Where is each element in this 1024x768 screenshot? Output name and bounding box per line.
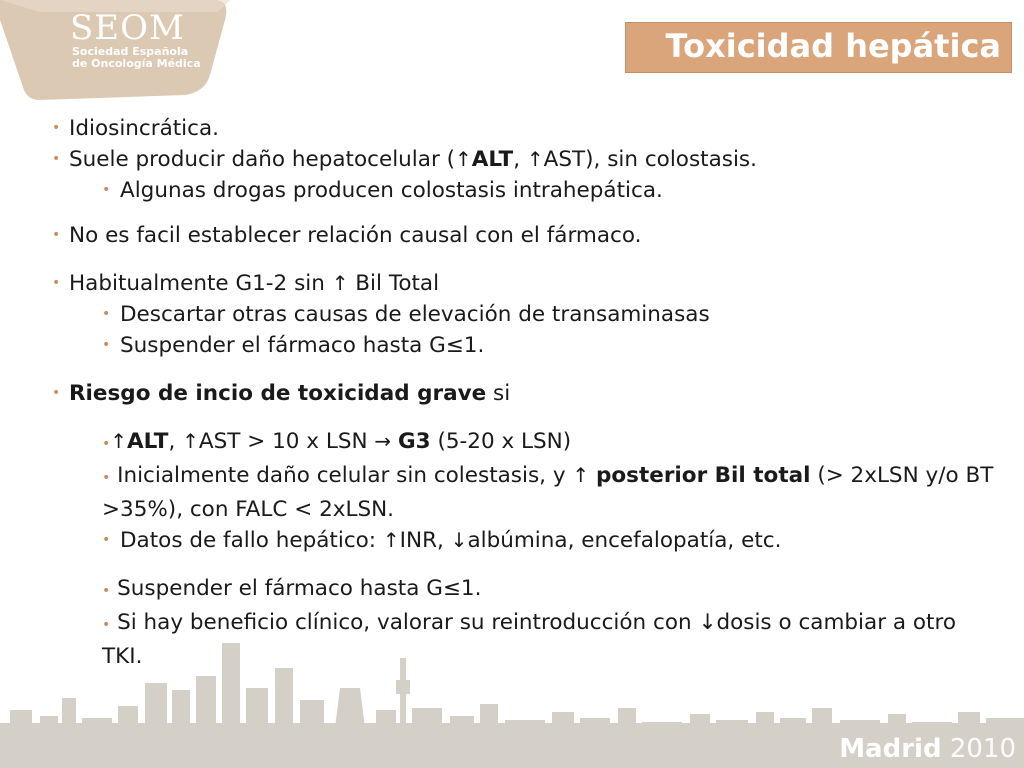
alt-label: ALT <box>127 429 169 454</box>
madrid-2010-brand <box>839 734 1016 764</box>
sub-bullet-suspender <box>48 330 1008 361</box>
up-arrow-icon: ↑ <box>382 528 400 552</box>
up-arrow-icon: ↑ <box>526 147 544 171</box>
sub-bullet-colostasis <box>48 175 1008 206</box>
title-banner <box>625 22 1012 73</box>
bullet-text: AST), sin colostasis. <box>543 147 757 172</box>
logo-subtitle <box>72 46 201 70</box>
slide-content <box>48 113 1008 672</box>
bullet-text: Bil Total <box>348 271 440 296</box>
logo-line-1: Sociedad Española <box>72 45 189 58</box>
bullet-bold-text: posterior Bil total <box>596 463 811 488</box>
footer-city: Madrid <box>839 734 942 764</box>
bullet-text: Suele producir daño hepatocelular ( <box>69 147 456 172</box>
bullet-habitualmente <box>48 268 1008 299</box>
down-arrow-icon: ↓ <box>450 528 468 552</box>
bullet-text: (> 2xLSN y/o BT >35%), con FALC < 2xLSN. <box>102 463 994 522</box>
bullet-text: Habitualmente G1-2 sin <box>69 271 332 296</box>
bullet-idiosincratica <box>48 113 1008 144</box>
seom-logo <box>0 0 260 110</box>
bullet-text: , <box>168 429 183 454</box>
up-arrow-icon: ↑ <box>455 147 472 171</box>
bullet-text: si <box>486 381 511 406</box>
logo-line-2: de Oncología Médica <box>72 57 201 70</box>
up-arrow-icon: ↑ <box>182 429 199 453</box>
bullet-text: Inicialmente daño celular sin colestasis, y <box>110 463 573 488</box>
up-arrow-icon: ↑ <box>331 271 349 295</box>
bullet-dot-icon: • <box>102 617 111 633</box>
bullet-text: Si hay beneficio clínico, valorar su reintroducción con ↓dosis o cambiar a otro TKI. <box>102 610 956 669</box>
bullet-bold-text: Riesgo de incio de toxicidad grave <box>69 381 487 406</box>
bullet-riesgo <box>48 378 1008 409</box>
bullet-dot-icon: • <box>102 583 111 599</box>
sub-bullet-descartar <box>48 299 1008 330</box>
bullet-text: Suspender el fármaco hasta G≤1. <box>110 576 482 601</box>
bullet-text: albúmina, encefalopatía, etc. <box>467 528 782 553</box>
bullet-text: Idiosincrática. <box>69 116 219 141</box>
bullet-text: Datos de fallo hepático: <box>120 528 383 553</box>
alt-label: ALT <box>471 147 514 172</box>
bullet-text: Descartar otras causas de elevación de transaminasas <box>120 302 710 327</box>
sub-bullet-fallo-hepatico <box>48 525 1008 556</box>
bullet-text: AST > 10 x LSN <box>198 429 375 454</box>
bullet-dano-hepatocelular <box>48 144 1008 175</box>
bullet-dot-icon: • <box>102 470 111 486</box>
g3-label: G3 <box>398 429 431 454</box>
right-arrow-icon: → <box>374 429 392 453</box>
bullet-dot-icon: • <box>102 436 111 452</box>
bullet-text: (5-20 x LSN) <box>430 429 572 454</box>
bullet-relacion-causal <box>48 220 1008 251</box>
footer-year: 2010 <box>949 734 1016 764</box>
logo-title: SEOM <box>70 8 185 48</box>
up-arrow-icon: ↑ <box>572 463 590 487</box>
sub-bullet-alt-ast <box>48 426 1002 460</box>
page-title: Toxicidad hepática <box>665 27 1001 65</box>
up-arrow-icon: ↑ <box>110 429 128 453</box>
bullet-text: Algunas drogas producen colostasis intrahepática. <box>120 178 663 203</box>
sub-bullet-inicialmente <box>48 460 1002 525</box>
bullet-text: INR, <box>399 528 451 553</box>
bullet-text: , <box>513 147 527 172</box>
sub-bullet-suspender-g1 <box>48 573 1002 607</box>
bullet-text: Suspender el fármaco hasta G≤1. <box>120 333 485 358</box>
bullet-text: No es facil establecer relación causal con el fármaco. <box>69 223 642 248</box>
